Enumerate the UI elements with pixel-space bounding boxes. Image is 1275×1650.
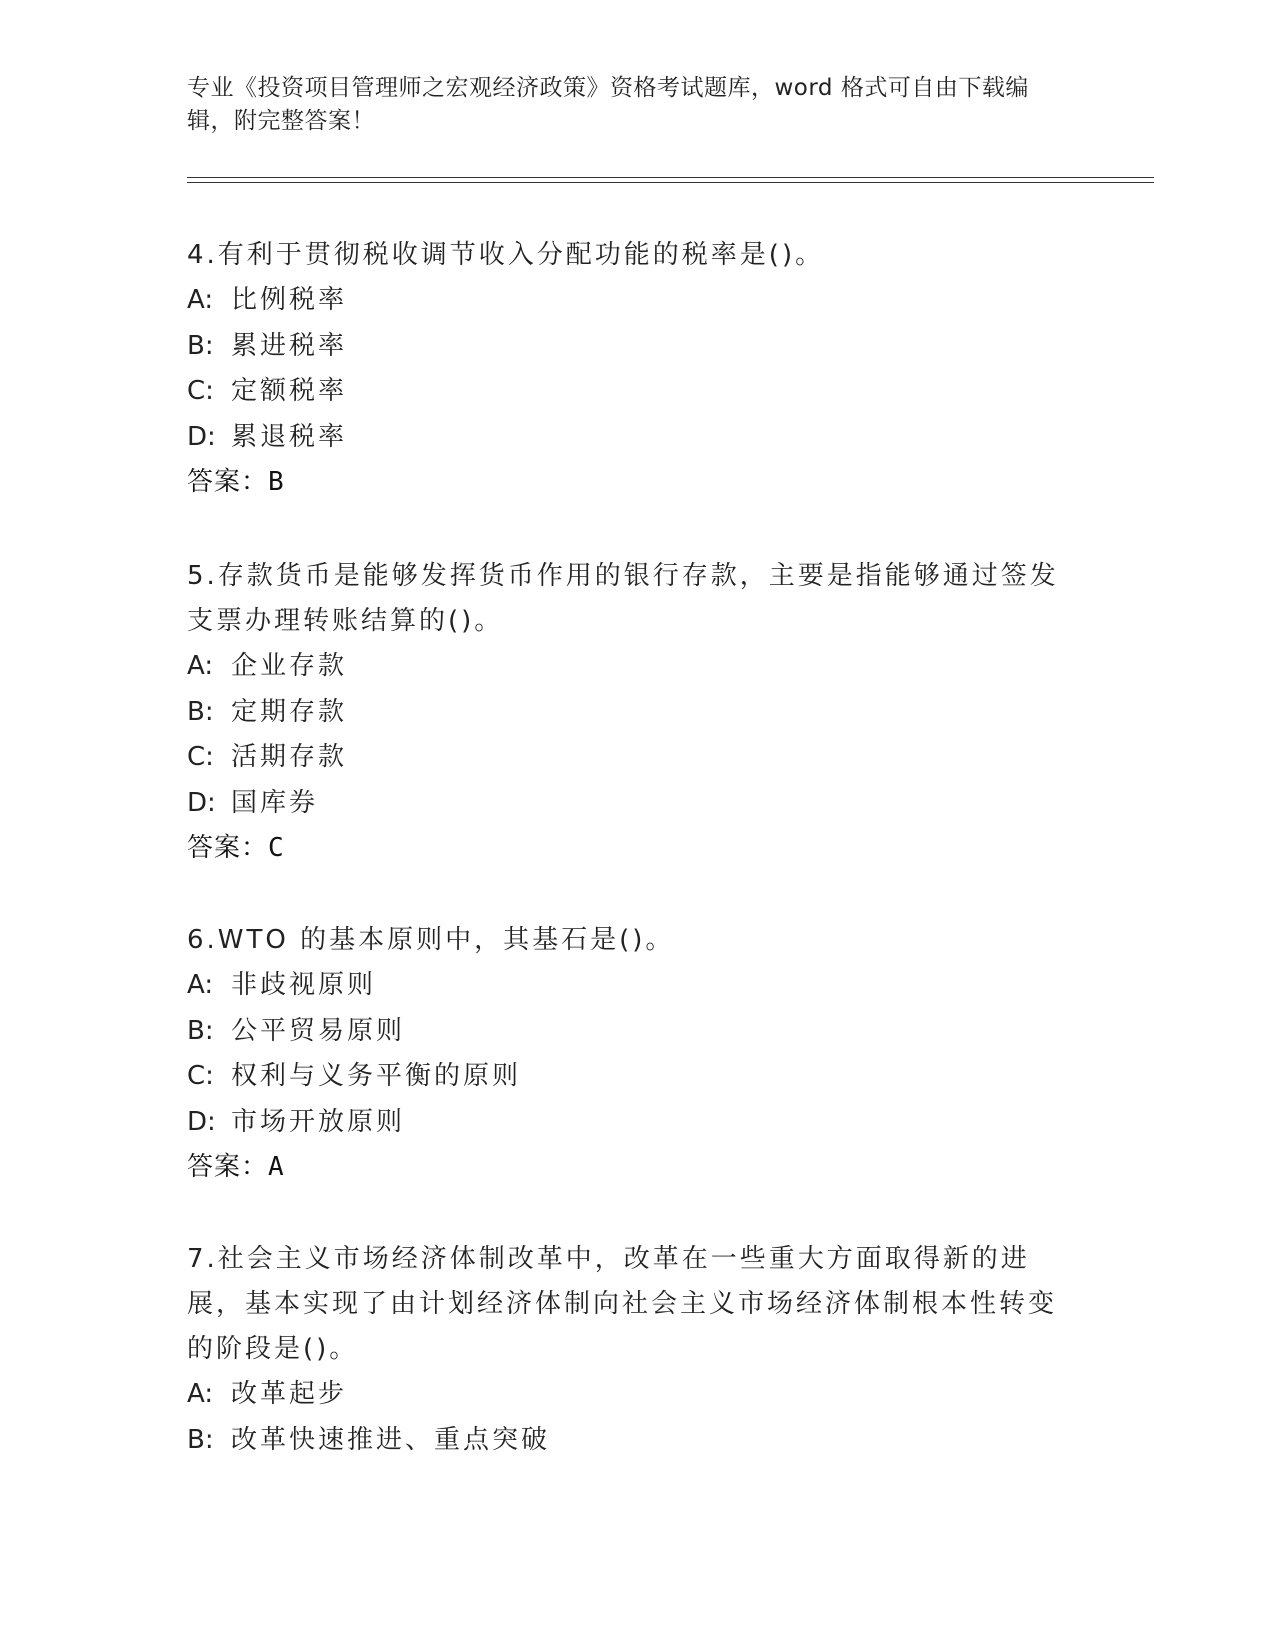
option-letter: B: bbox=[187, 696, 214, 727]
option-letter: A: bbox=[187, 285, 214, 315]
option-text: 非歧视原则 bbox=[231, 970, 377, 1000]
option-text: 改革起步 bbox=[231, 1379, 348, 1409]
option-c bbox=[187, 1054, 1067, 1100]
answer-value: C bbox=[268, 833, 285, 863]
option-text: 活期存款 bbox=[231, 742, 348, 772]
option-c bbox=[187, 369, 1067, 415]
answer-label: 答案： bbox=[187, 833, 269, 863]
answer-line bbox=[187, 1145, 1067, 1191]
option-b bbox=[187, 690, 1067, 736]
option-d bbox=[187, 1100, 1067, 1146]
option-letter: B: bbox=[187, 330, 214, 361]
option-letter: A: bbox=[187, 1379, 214, 1409]
question-5 bbox=[187, 554, 1067, 872]
option-c bbox=[187, 735, 1067, 781]
question-7 bbox=[187, 1237, 1067, 1463]
option-text: 国库券 bbox=[231, 787, 319, 818]
option-text: 权利与义务平衡的原则 bbox=[231, 1061, 522, 1091]
option-b bbox=[187, 1418, 1067, 1464]
option-b bbox=[187, 1009, 1067, 1055]
option-a bbox=[187, 278, 1067, 324]
header-divider-bottom bbox=[187, 182, 1154, 183]
option-a bbox=[187, 644, 1067, 690]
question-stem: 4.有利于贯彻税收调节收入分配功能的税率是()。 bbox=[187, 240, 825, 270]
option-d bbox=[187, 415, 1067, 461]
question-stem: 7.社会主义市场经济体制改革中，改革在一些重大方面取得新的进展，基本实现了由计划经济体制向社会主义市场经济体制根本性转变的阶段是()。 bbox=[187, 1244, 1058, 1364]
question-stem: 5.存款货币是能够发挥货币作用的银行存款，主要是指能够通过签发支票办理转账结算的()。 bbox=[187, 561, 1059, 636]
option-b bbox=[187, 324, 1067, 370]
answer-label: 答案： bbox=[187, 467, 269, 497]
option-text: 企业存款 bbox=[231, 651, 348, 681]
option-letter: B: bbox=[187, 1015, 214, 1046]
option-letter: D: bbox=[187, 787, 216, 818]
answer-line bbox=[187, 460, 1067, 506]
option-a bbox=[187, 963, 1067, 1009]
answer-line bbox=[187, 826, 1067, 872]
question-4 bbox=[187, 233, 1067, 506]
answer-label: 答案： bbox=[187, 1152, 269, 1182]
option-text: 比例税率 bbox=[231, 285, 348, 315]
answer-value: A bbox=[268, 1152, 285, 1182]
option-text: 公平贸易原则 bbox=[231, 1015, 406, 1046]
option-letter: A: bbox=[187, 651, 214, 681]
option-a bbox=[187, 1372, 1067, 1418]
option-letter: C: bbox=[187, 742, 214, 772]
option-d bbox=[187, 781, 1067, 827]
option-text: 累退税率 bbox=[231, 421, 348, 452]
question-stem: 6.WTO 的基本原则中，其基石是()。 bbox=[187, 925, 675, 955]
option-letter: B: bbox=[187, 1424, 214, 1455]
document-header bbox=[187, 72, 1067, 138]
option-text: 定期存款 bbox=[231, 696, 348, 727]
option-letter: A: bbox=[187, 970, 214, 1000]
option-letter: C: bbox=[187, 1061, 214, 1091]
option-text: 累进税率 bbox=[231, 330, 348, 361]
header-title: 专业《投资项目管理师之宏观经济政策》资格考试题库，word 格式可自由下载编辑，附完整答案！ bbox=[187, 75, 1029, 134]
answer-value: B bbox=[268, 467, 285, 497]
option-letter: C: bbox=[187, 376, 214, 406]
option-text: 定额税率 bbox=[231, 376, 348, 406]
option-letter: D: bbox=[187, 421, 216, 452]
option-text: 市场开放原则 bbox=[231, 1106, 406, 1137]
header-divider-top bbox=[187, 177, 1154, 178]
question-6 bbox=[187, 918, 1067, 1191]
option-letter: D: bbox=[187, 1106, 216, 1137]
option-text: 改革快速推进、重点突破 bbox=[231, 1424, 551, 1455]
